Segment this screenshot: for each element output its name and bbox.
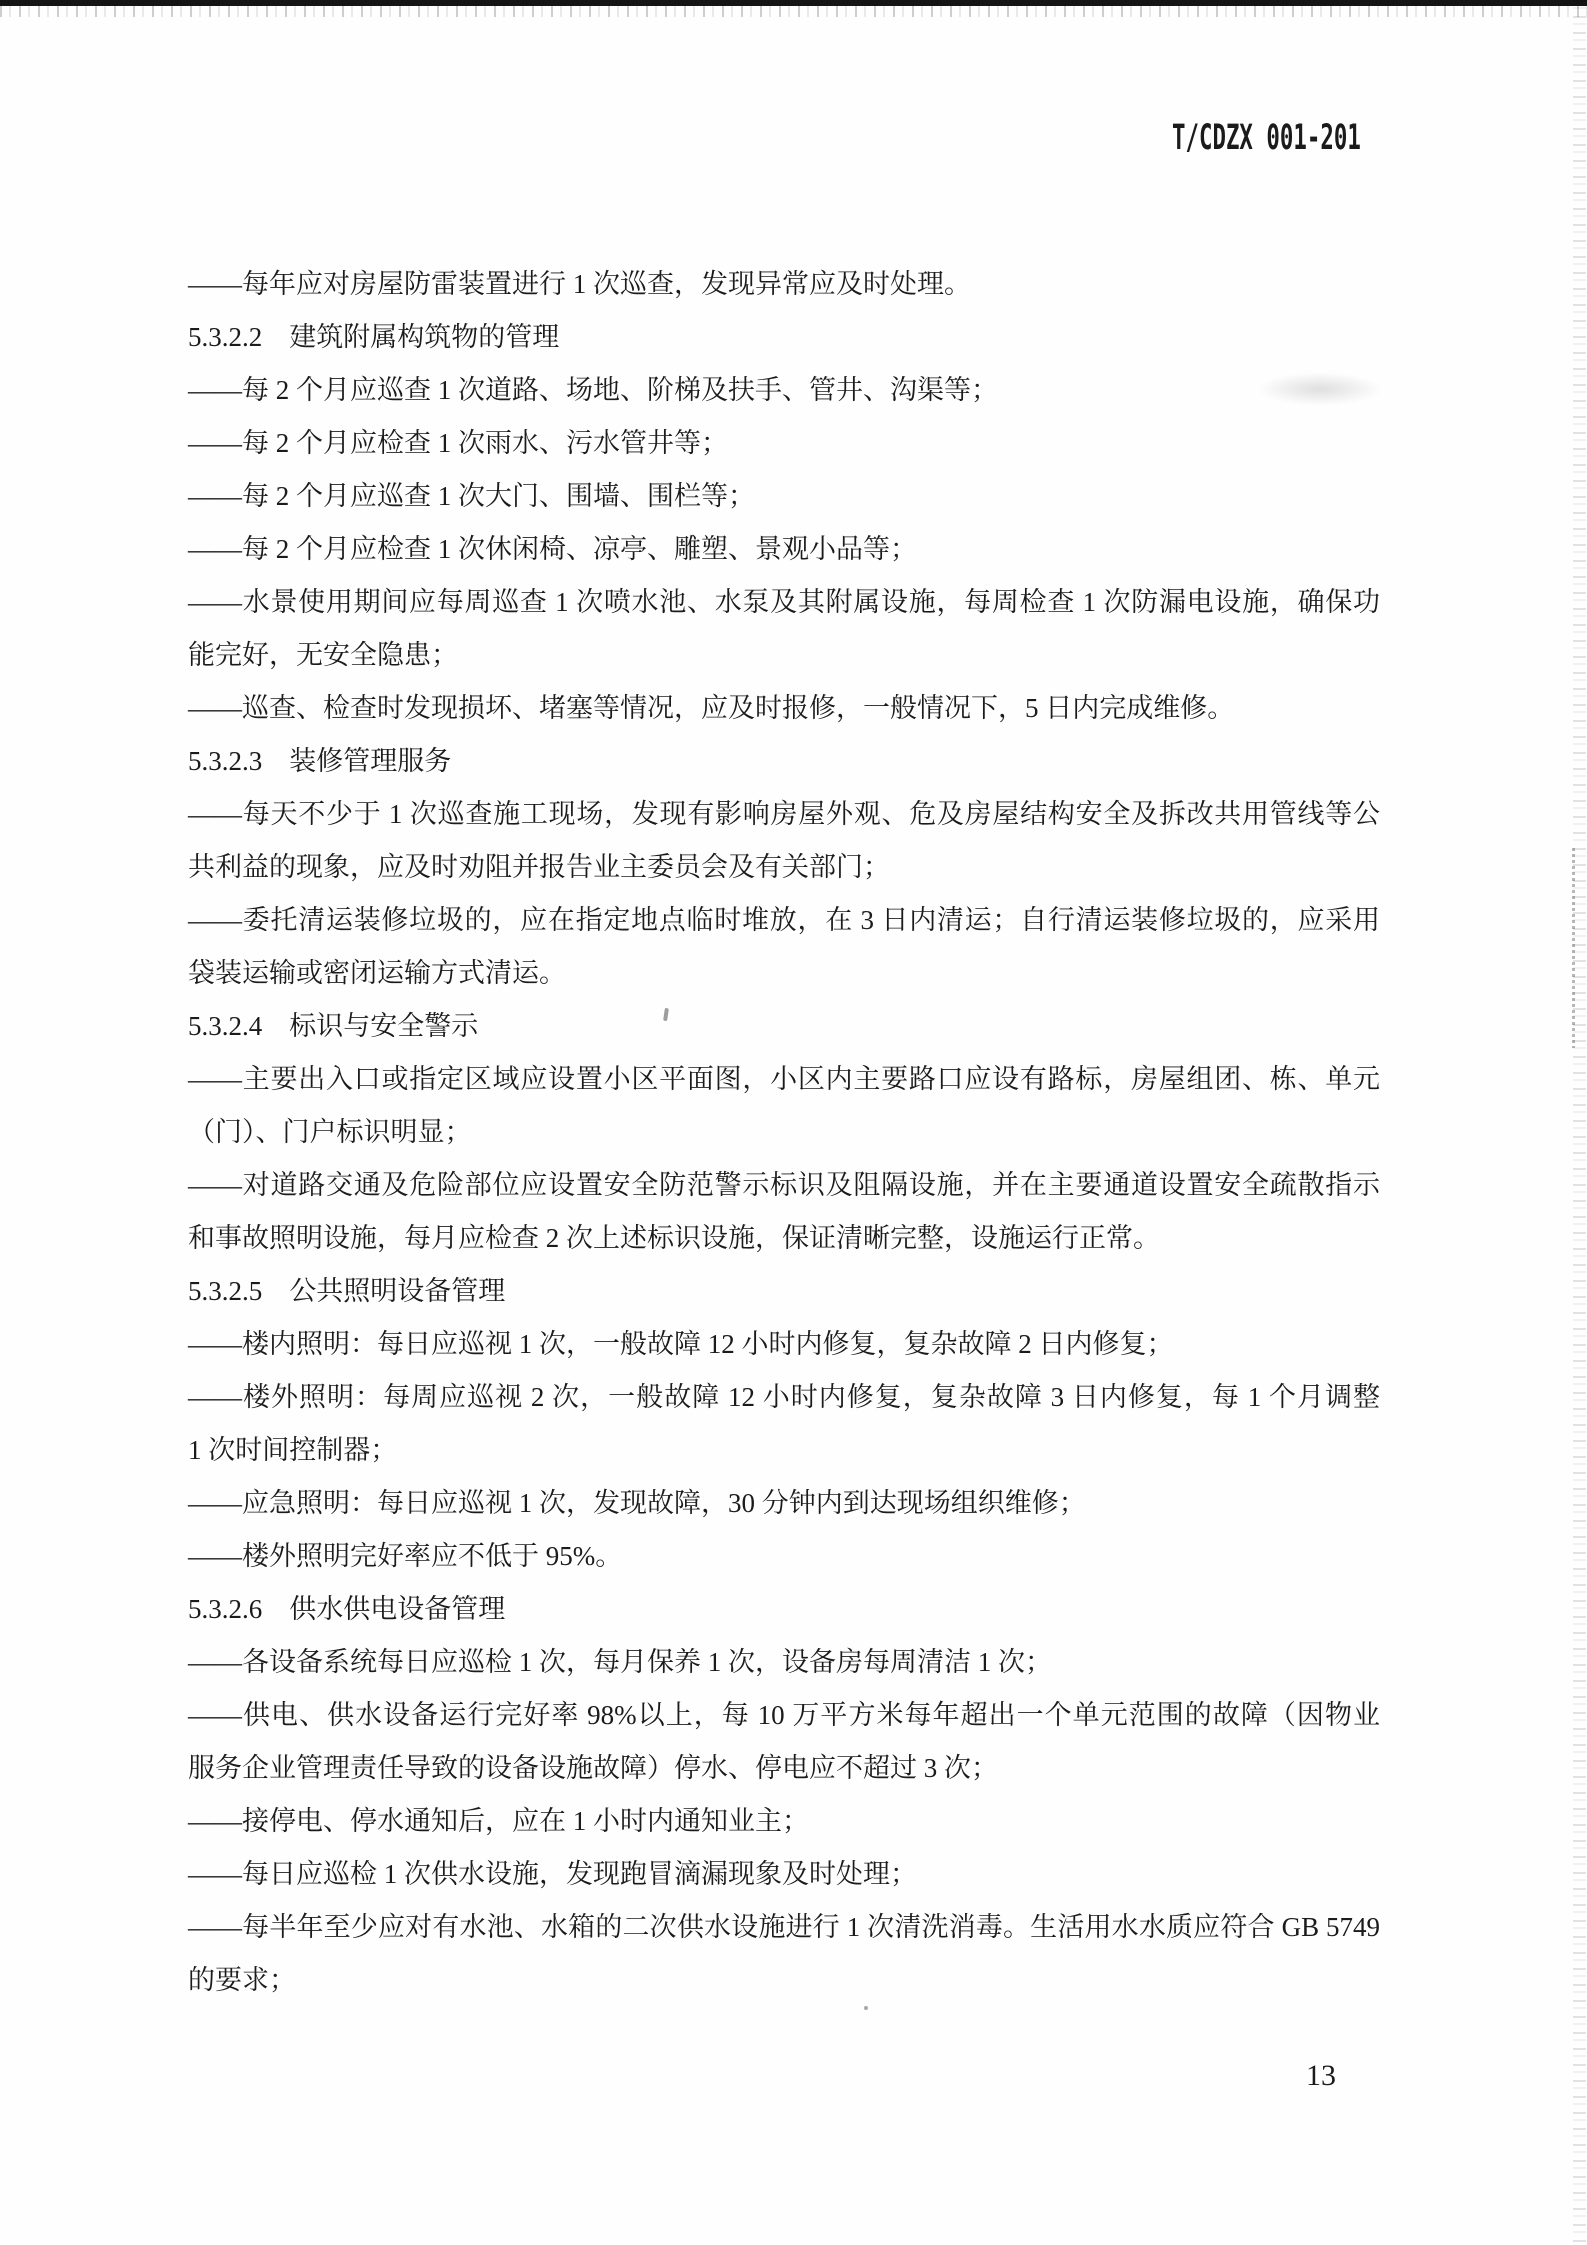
- clause-line: ——对道路交通及危险部位应设置安全防范警示标识及阻隔设施，并在主要通道设置安全疏散指示: [188, 1170, 1380, 1200]
- clause-line: ——每 2 个月应巡查 1 次大门、围墙、围栏等；: [188, 481, 755, 511]
- clause-line: ——楼外照明完好率应不低于 95%。: [188, 1541, 623, 1571]
- clause-line: ——委托清运装修垃圾的，应在指定地点临时堆放，在 3 日内清运；自行清运装修垃圾的，应采用: [188, 905, 1380, 935]
- clause-line: ——每 2 个月应检查 1 次休闲椅、凉亭、雕塑、景观小品等；: [188, 534, 917, 564]
- page-number: 13: [1306, 2059, 1336, 2092]
- clause-continuation: （门）、门户标识明显；: [188, 1117, 472, 1147]
- clause-line: ——巡查、检查时发现损坏、堵塞等情况，应及时报修，一般情况下，5 日内完成维修。: [188, 693, 1235, 723]
- scan-artifact-right-noise: [1573, 0, 1586, 2245]
- clause-line: ——每日应巡检 1 次供水设施，发现跑冒滴漏现象及时处理；: [188, 1859, 917, 1889]
- scan-artifact-top-noise: [0, 6, 1587, 17]
- clause-line: ——楼外照明：每周应巡视 2 次，一般故障 12 小时内修复，复杂故障 3 日内修复，每 1 个月调整: [188, 1382, 1380, 1412]
- clause-continuation: 1 次时间控制器；: [188, 1435, 398, 1465]
- clause-continuation: 袋装运输或密闭运输方式清运。: [188, 958, 566, 988]
- clause-line: ——每天不少于 1 次巡查施工现场，发现有影响房屋外观、危及房屋结构安全及拆改共用管线等公: [188, 799, 1380, 829]
- clause-continuation: 和事故照明设施，每月应检查 2 次上述标识设施，保证清晰完整，设施运行正常。: [188, 1223, 1160, 1253]
- clause-line: ——楼内照明：每日应巡视 1 次，一般故障 12 小时内修复，复杂故障 2 日内修复；: [188, 1329, 1174, 1359]
- clause-line: ——水景使用期间应每周巡查 1 次喷水池、水泵及其附属设施，每周检查 1 次防漏电设施，确保功: [188, 587, 1380, 617]
- clause-line: ——应急照明：每日应巡视 1 次，发现故障，30 分钟内到达现场组织维修；: [188, 1488, 1086, 1518]
- clause-line: ——每年应对房屋防雷装置进行 1 次巡查，发现异常应及时处理。: [188, 269, 971, 299]
- section-heading: 5.3.2.2 建筑附属构筑物的管理: [188, 322, 560, 352]
- clause-line: ——各设备系统每日应巡检 1 次，每月保养 1 次，设备房每周清洁 1 次；: [188, 1647, 1052, 1677]
- section-heading: 5.3.2.3 装修管理服务: [188, 746, 452, 776]
- clause-continuation: 服务企业管理责任导致的设备设施故障）停水、停电应不超过 3 次；: [188, 1753, 998, 1783]
- clause-continuation: 共利益的现象，应及时劝阻并报告业主委员会及有关部门；: [188, 852, 890, 882]
- standard-code-header: T/CDZX 001-201: [1172, 118, 1361, 158]
- clause-line: ——每 2 个月应巡查 1 次道路、场地、阶梯及扶手、管井、沟渠等；: [188, 375, 998, 405]
- document-body: [188, 258, 1380, 2007]
- clause-line: ——每半年至少应对有水池、水箱的二次供水设施进行 1 次清洗消毒。生活用水水质应符合 GB 5749: [188, 1912, 1380, 1942]
- clause-continuation: 的要求；: [188, 1965, 296, 1995]
- clause-continuation: 能完好，无安全隐患；: [188, 640, 458, 670]
- clause-line: ——主要出入口或指定区域应设置小区平面图，小区内主要路口应设有路标，房屋组团、栋、单元: [188, 1064, 1380, 1094]
- section-heading: 5.3.2.4 标识与安全警示: [188, 1011, 479, 1041]
- section-heading: 5.3.2.6 供水供电设备管理: [188, 1594, 506, 1624]
- clause-line: ——供电、供水设备运行完好率 98%以上，每 10 万平方米每年超出一个单元范围的故障（因物业: [188, 1700, 1380, 1730]
- scan-artifact-right-dash: [1572, 848, 1575, 1048]
- section-heading: 5.3.2.5 公共照明设备管理: [188, 1276, 506, 1306]
- clause-line: ——接停电、停水通知后，应在 1 小时内通知业主；: [188, 1806, 809, 1836]
- clause-line: ——每 2 个月应检查 1 次雨水、污水管井等；: [188, 428, 728, 458]
